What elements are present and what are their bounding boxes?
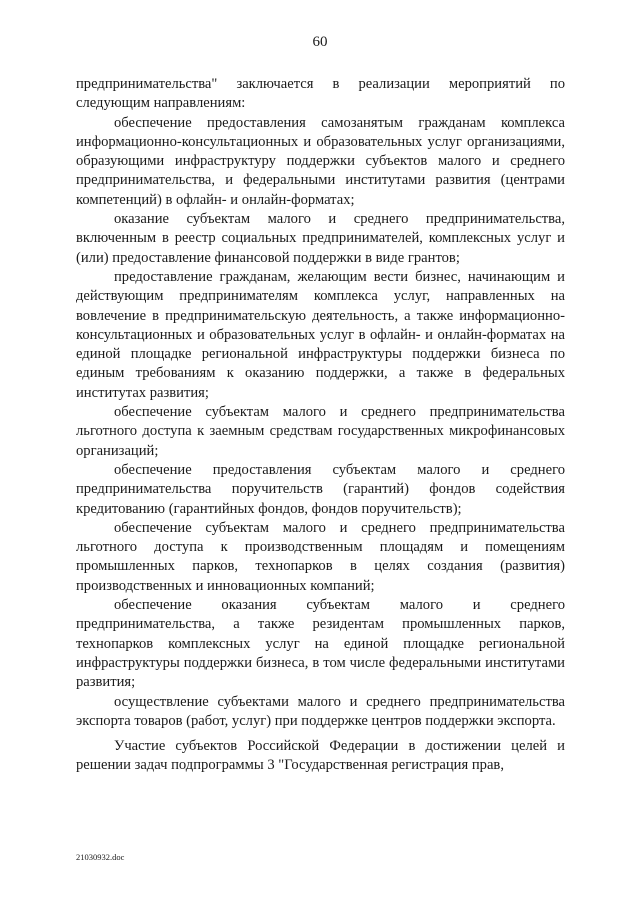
document-body	[76, 75, 565, 776]
paragraph: обеспечение субъектам малого и среднего предпринимательства льготного доступа к заемным средствам государственных микрофинансовых организаций;	[76, 404, 565, 459]
paragraph: Участие субъектов Российской Федерации в достижении целей и решении задач подпрограммы 3 "Государственная регистрация прав,	[76, 738, 565, 774]
paragraph: осуществление субъектами малого и среднего предпринимательства экспорта товаров (работ, услуг) при поддержке центров поддержки экспорта.	[76, 693, 565, 729]
paragraph: обеспечение предоставления самозанятым гражданам комплекса информационно-консультационных и образовательных услуг организациями, образующими инфраструктуру поддержки субъектов малого и среднего предпринимательства, и федеральными институтами развития (центрами компетенций) в офлайн- и онлайн-форматах;	[76, 114, 565, 208]
footer-filename: 21030932.doc	[76, 852, 125, 862]
paragraph: оказание субъектам малого и среднего предпринимательства, включенным в реестр социальных предпринимателей, комплексных услуг и (или) предоставление финансовой поддержки в виде грантов;	[76, 211, 565, 266]
paragraph: обеспечение оказания субъектам малого и среднего предпринимательства, а также резидентам промышленных парков, технопарков комплексных услуг на единой площадке региональной инфраструктуры поддержки бизнеса, в том числе федеральными институтами развития;	[76, 597, 565, 691]
paragraph: обеспечение субъектам малого и среднего предпринимательства льготного доступа к производственным площадям и помещениям промышленных парков, технопарков в целях создания (развития) производственных и инновационных компаний;	[76, 519, 565, 594]
page-number: 60	[312, 34, 328, 50]
paragraph: предоставление гражданам, желающим вести бизнес, начинающим и действующим предпринимателям комплекса услуг, направленных на вовлечение в предпринимательскую деятельность, а также информационно-консультационных и образовательных услуг в офлайн- и онлайн-форматах на единой площадке региональной инфраструктуры поддержки бизнеса по единым требованиям к оказанию поддержки, а также в федеральных институтах развития;	[76, 268, 565, 401]
paragraph: предпринимательства" заключается в реализации мероприятий по следующим направлениям:	[76, 76, 565, 112]
paragraph: обеспечение предоставления субъектам малого и среднего предпринимательства поручительств (гарантий) фондов содействия кредитованию (гарантийных фондов, фондов поручительств);	[76, 461, 565, 517]
